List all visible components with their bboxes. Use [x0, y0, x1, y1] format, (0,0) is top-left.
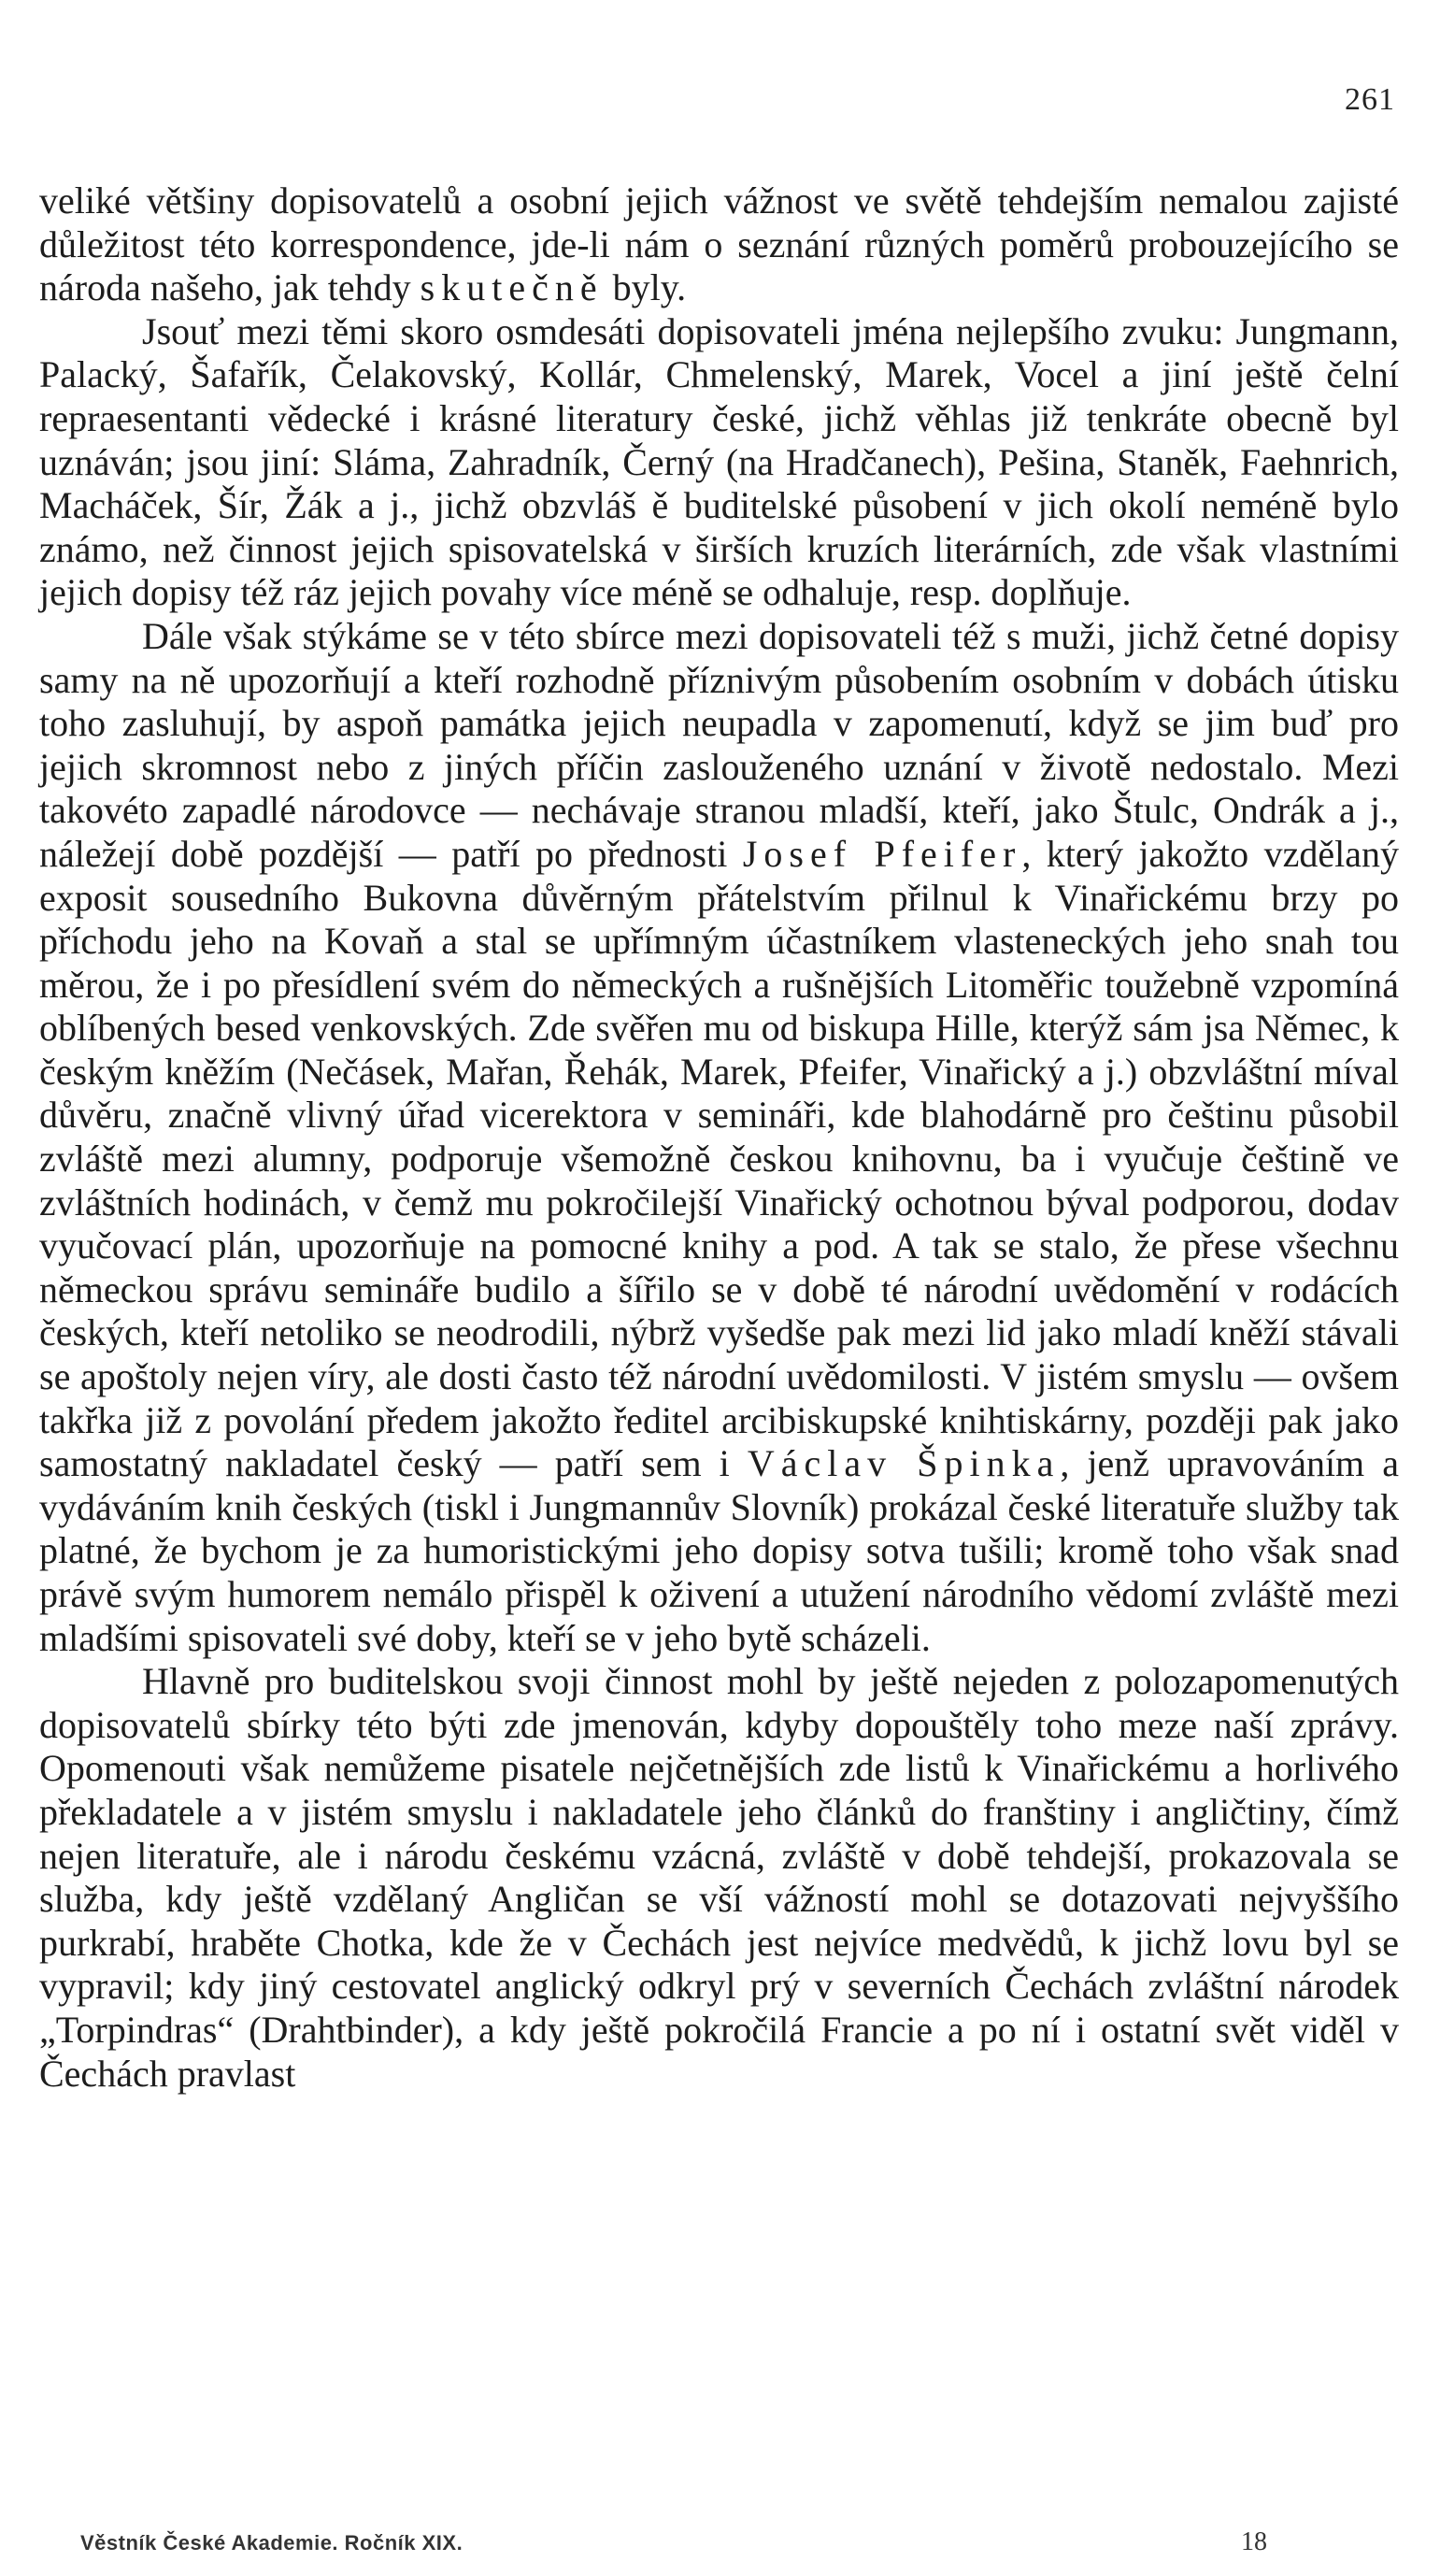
paragraph-text: Dále však stýkáme se v této sbírce mezi dopisovateli též s muži, jichž četné dopisy samy na ně upozorňují a kteří rozhodně příznivým působením osobním v dobách útisku toho zasluhují, by aspoň památka jejich neupadla v zapomenutí, když se jim buď pro jejich skromnost nebo z jiných příčin zaslouženého uznání v životě nedostalo. Mezi takovéto zapadlé národovce — nechávaje stranou mladší, kteří, jako Štulc, Ondrák a j., náležejí době pozdější — patří po přednosti — [39, 614, 1399, 875]
page-number: 261 — [1345, 82, 1395, 117]
paragraph-text: , který jakožto vzdělaný exposit sousedního Bukovna důvěrným přátelstvím přilnul k Vinařickému brzy po příchodu jeho na Kovaň a stal se upřímným účastníkem vlasteneckých jeho snah tou měrou, že i po přesídlení svém do německých a rušnějších Litoměřic toužebně vzpomíná oblíbených besed venkovských. Zde svěřen mu od biskupa Hille, kterýž sám jsa Němec, k českým kněžím (Nečásek, Mařan, Řehák, Marek, Pfeifer, Vinařický a j.) obzvláštní míval důvěru, značně vlivný úřad vicerektora v semináři, kde blahodárně pro češtinu působil zvláště mezi alumny, podporuje všemožně českou knihovnu, ba i vyučuje češtině ve zvláštních hodinách, v čemž mu pokročilejší Vinařický ochotnou býval podporou, dodav vyučovací plán, upozorňuje na pomocné knihy a pod. A tak se stalo, že přese všechnu německou správu semináře budilo a šířilo se v době té národní uvědomění v rodácích českých, kteří netoliko se neodrodili, nýbrž vyšedše pak mezi lid jako mladí kněží stávali se apoštoly nejen víry, ale dosti často též národní uvědomilosti. V jistém smyslu — ovšem takřka již z povolání předem jakožto ředitel arcibiskupské knihtiskárny, později pak jako samostatný nakladatel český — patří sem i — [39, 832, 1399, 1485]
paragraph — [39, 615, 1399, 1660]
paragraph — [39, 310, 1399, 615]
footer-journal-title: Věstník České Akademie. Ročník XIX. — [80, 2531, 463, 2555]
paragraph-text: byly. — [603, 266, 687, 309]
paragraph-text: , jenž upravováním a vydáváním knih českých (tiskl i Jungmannův Slovník) prokázal české literatuře služby tak platné, že bychom je za humoristickými jeho dopisy sotva tušili; kromě toho však snad právě svým humorem nemálo přispěl k oživení a utužení národního vědomí zvláště mezi mladšími spisovateli své doby, kteří se v jeho bytě scházeli. — [39, 1442, 1400, 1659]
emphasized-text: Václav Špinka — [747, 1442, 1061, 1485]
paragraph-text: Hlavně pro buditelskou svoji činnost mohl by ještě nejeden z polozapomenutých dopisovatelů sbírky této býti zde jmenován, kdyby dopouštěly toho meze naší zprávy. Opomenouti však nemůžeme pisatele nejčetnějších zde listů k Vinařickému a horlivého překladatele a v jistém smyslu i nakladatele jeho článků do franštiny i angličtiny, čímž nejen literatuře, ale i národu českému vzácná, zvláště v době tehdejší, prokazovala se služba, kdy ještě vzdělaný Angličan se vší vážností mohl se dotazovati nejvyššího purkrabí, hraběte Chotka, kde že v Čechách jest nejvíce medvědů, k jichž lovu byl se vypravil; kdy jiný cestovatel anglický odkryl prý v severních Čechách zvláštní národek „Torpindras“ (Drahtbinder), a kdy ještě pokročilá Francie a po ní i ostatní svět viděl v Čechách pravlast — [39, 1660, 1399, 2095]
emphasized-text: Josef Pfeifer — [742, 832, 1022, 875]
paragraph — [39, 1660, 1399, 2096]
article-body — [39, 179, 1399, 2096]
paragraph — [39, 179, 1399, 310]
emphasized-text: skutečně — [420, 266, 604, 309]
footer-sheet-signature: 18 — [1241, 2527, 1267, 2556]
paragraph-text: Jsouť mezi těmi skoro osmdesáti dopisovateli jména nejlepšího zvuku: Jungmann, Palacký, Šafařík, Čelakovský, Kollár, Chmelenský, Marek, Vocel a jiní ještě čelní repraesentanti vědecké i krásné literatury české, jichž věhlas již tenkráte obecně byl uznáván; jsou jiní: Sláma, Zahradník, Černý (na Hradčanech), Pešina, Staněk, Faehnrich, Macháček, Šír, Žák a j., jichž obzvláš ě buditelské působení v jich okolí neméně bylo známo, než činnost jejich spisovatelská v širších kruzích literárních, zde však vlastními jejich dopisy též ráz jejich povahy více méně se odhaluje, resp. doplňuje. — [39, 309, 1399, 614]
paragraph-text: veliké většiny dopisovatelů a osobní jejich vážnost ve světě tehdejším nemalou zajisté důležitost této korrespondence, jde-li nám o seznání různých poměrů probouzejícího se národa našeho, jak tehdy — [39, 179, 1399, 309]
